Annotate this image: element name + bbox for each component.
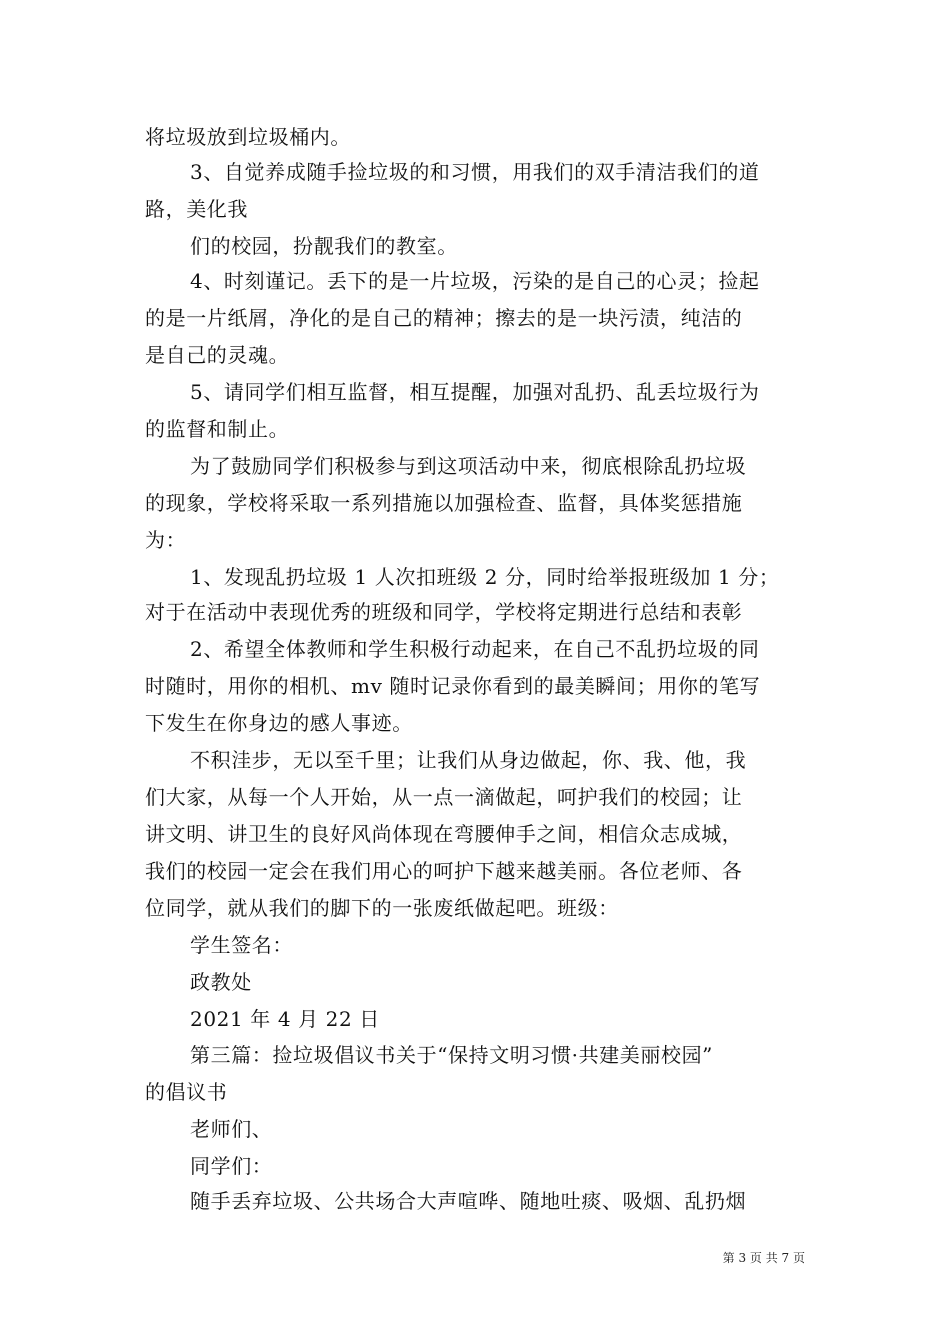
section-heading: 第三篇：捡垃圾倡议书关于“保持文明习惯·共建美丽校园” — [190, 1043, 714, 1067]
text-line: 5、请同学们相互监督，相互提醒，加强对乱扔、乱丢垃圾行为 — [190, 380, 760, 404]
text-line: 1、发现乱扔垃圾 1 人次扣班级 2 分，同时给举报班级加 1 分； — [190, 565, 780, 589]
text-line: 们大家，从每一个人开始，从一点一滴做起，呵护我们的校园；让 — [145, 785, 743, 809]
text-line: 对于在活动中表现优秀的班级和同学，学校将定期进行总结和表彰 — [145, 600, 743, 624]
text-line: 下发生在你身边的感人事迹。 — [145, 711, 413, 735]
text-line: 的监督和制止。 — [145, 417, 290, 441]
text-line: 我们的校园一定会在我们用心的呵护下越来越美丽。各位老师、各 — [145, 859, 743, 883]
text-line: 不积洼步，无以至千里；让我们从身边做起，你、我、他，我 — [190, 748, 747, 772]
text-line: 时随时，用你的相机、mv 随时记录你看到的最美瞬间；用你的笔写 — [145, 674, 761, 698]
text-line: 们的校园，扮靓我们的教室。 — [190, 234, 458, 258]
text-line: 的倡议书 — [145, 1080, 228, 1104]
page-number: 第 3 页 共 7 页 — [722, 1251, 805, 1265]
text-line: 路，美化我 — [145, 197, 248, 221]
text-line: 讲文明、讲卫生的良好风尚体现在弯腰伸手之间，相信众志成城， — [145, 822, 743, 846]
text-line: 的是一片纸屑，净化的是自己的精神；擦去的是一块污渍，纯洁的 — [145, 306, 743, 330]
text-line: 学生签名： — [190, 933, 293, 957]
text-line: 为： — [145, 528, 187, 552]
text-line: 4、时刻谨记。丢下的是一片垃圾，污染的是自己的心灵；捡起 — [190, 269, 760, 293]
text-line: 的现象，学校将采取一系列措施以加强检查、监督，具体奖惩措施 — [145, 491, 743, 515]
text-line: 是自己的灵魂。 — [145, 343, 290, 367]
date-line: 2021 年 4 月 22 日 — [190, 1007, 380, 1031]
text-line: 随手丢弃垃圾、公共场合大声喧哗、随地吐痰、吸烟、乱扔烟 — [190, 1189, 747, 1213]
text-line: 老师们、 — [190, 1117, 273, 1141]
text-line: 2、希望全体教师和学生积极行动起来，在自己不乱扔垃圾的同 — [190, 637, 760, 661]
text-line: 3、自觉养成随手捡垃圾的和习惯，用我们的双手清洁我们的道 — [190, 160, 760, 184]
text-line: 将垃圾放到垃圾桶内。 — [145, 125, 351, 149]
text-line: 同学们： — [190, 1154, 273, 1178]
text-line: 位同学，就从我们的脚下的一张废纸做起吧。班级： — [145, 896, 619, 920]
text-line: 为了鼓励同学们积极参与到这项活动中来，彻底根除乱扔垃圾 — [190, 454, 747, 478]
text-line: 政教处 — [190, 970, 252, 994]
